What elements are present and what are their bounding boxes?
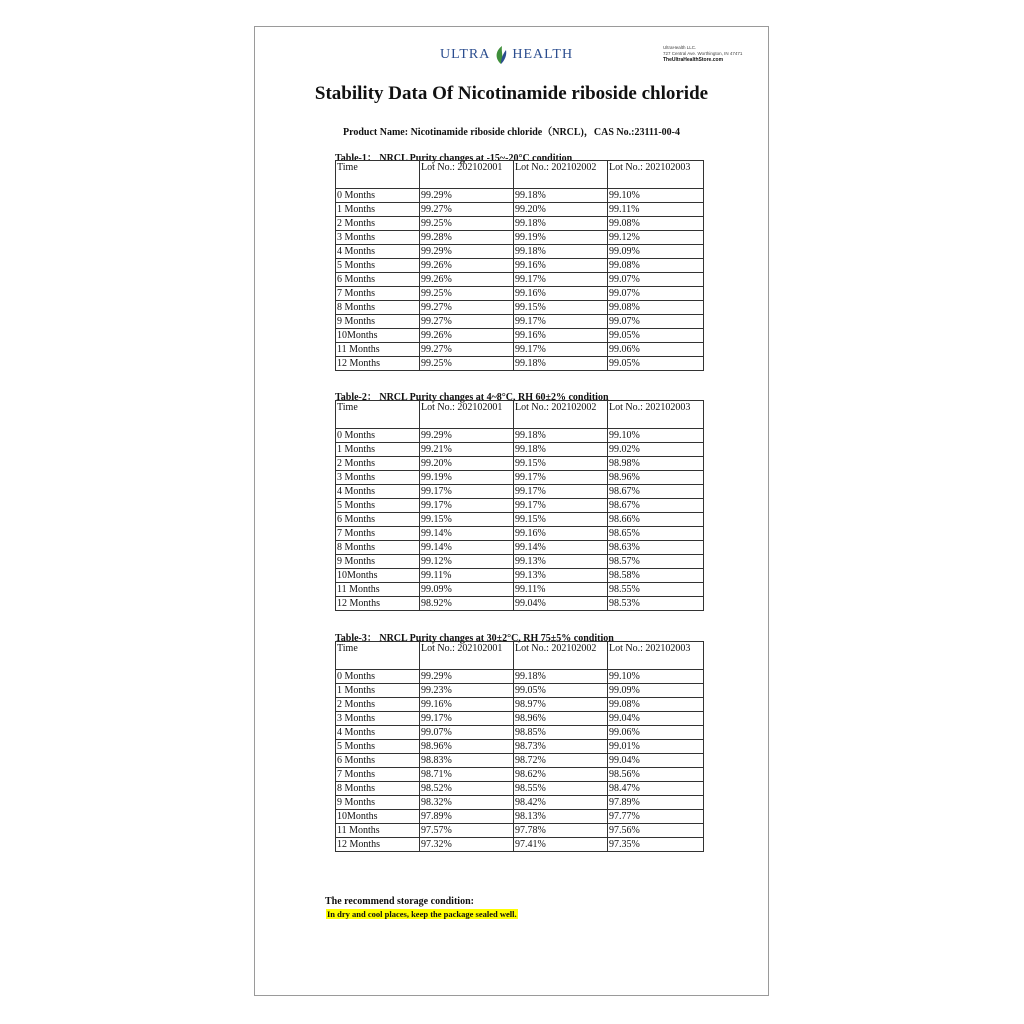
table-row xyxy=(336,485,704,499)
purity-cell: 99.15% xyxy=(420,513,514,527)
purity-cell: 98.53% xyxy=(608,597,704,611)
product-name-line: Product Name: Nicotinamide riboside chloride（NRCL)，CAS No.:23111-00-4 xyxy=(342,127,681,138)
time-cell: 10Months xyxy=(336,569,420,583)
table-row xyxy=(336,245,704,259)
table-row xyxy=(336,513,704,527)
purity-cell: 99.01% xyxy=(608,740,704,754)
table-row xyxy=(336,499,704,513)
time-cell: 2 Months xyxy=(336,698,420,712)
header-cell-lot: Lot No.: 202102003 xyxy=(608,642,704,670)
table-row xyxy=(336,782,704,796)
logo-text-ultra: ULTRA xyxy=(440,47,491,62)
table-row xyxy=(336,231,704,245)
purity-cell: 98.97% xyxy=(514,698,608,712)
logo-text-health: HEALTH xyxy=(512,47,574,62)
table-header-row xyxy=(336,401,704,429)
purity-cell: 99.11% xyxy=(608,203,704,217)
purity-cell: 99.25% xyxy=(420,357,514,371)
time-cell: 9 Months xyxy=(336,315,420,329)
purity-cell: 98.47% xyxy=(608,782,704,796)
purity-cell: 98.57% xyxy=(608,555,704,569)
purity-cell: 99.17% xyxy=(514,315,608,329)
purity-cell: 98.55% xyxy=(514,782,608,796)
time-cell: 9 Months xyxy=(336,555,420,569)
time-cell: 6 Months xyxy=(336,513,420,527)
purity-cell: 99.26% xyxy=(420,329,514,343)
brand-logo xyxy=(440,43,573,67)
time-cell: 7 Months xyxy=(336,287,420,301)
purity-cell: 99.18% xyxy=(514,189,608,203)
purity-cell: 98.58% xyxy=(608,569,704,583)
purity-cell: 98.83% xyxy=(420,754,514,768)
table-row xyxy=(336,259,704,273)
purity-cell: 99.18% xyxy=(514,217,608,231)
table-row xyxy=(336,754,704,768)
time-cell: 4 Months xyxy=(336,485,420,499)
header-cell-lot: Lot No.: 202102002 xyxy=(514,401,608,429)
table-row xyxy=(336,203,704,217)
table-row xyxy=(336,329,704,343)
purity-cell: 99.08% xyxy=(608,217,704,231)
purity-cell: 99.17% xyxy=(514,343,608,357)
time-cell: 5 Months xyxy=(336,499,420,513)
time-cell: 2 Months xyxy=(336,457,420,471)
table-row xyxy=(336,740,704,754)
purity-cell: 99.16% xyxy=(514,287,608,301)
time-cell: 7 Months xyxy=(336,768,420,782)
time-cell: 9 Months xyxy=(336,796,420,810)
purity-cell: 99.07% xyxy=(420,726,514,740)
storage-condition-title: The recommend storage condition: xyxy=(325,896,474,907)
header-cell-lot: Lot No.: 202102002 xyxy=(514,642,608,670)
time-cell: 4 Months xyxy=(336,726,420,740)
purity-cell: 99.21% xyxy=(420,443,514,457)
purity-cell: 99.04% xyxy=(608,712,704,726)
time-cell: 12 Months xyxy=(336,838,420,852)
table-row xyxy=(336,217,704,231)
table-row xyxy=(336,583,704,597)
table-3-caption: Table-3： NRCL Purity changes at 30±2°C, RH 75±5% condition xyxy=(335,633,614,644)
document-title: Stability Data Of Nicotinamide riboside chloride xyxy=(314,83,709,104)
purity-cell: 98.67% xyxy=(608,499,704,513)
leaf-icon xyxy=(493,45,509,65)
purity-cell: 99.04% xyxy=(608,754,704,768)
table-row xyxy=(336,457,704,471)
purity-cell: 97.57% xyxy=(420,824,514,838)
time-cell: 3 Months xyxy=(336,231,420,245)
purity-cell: 99.04% xyxy=(514,597,608,611)
time-cell: 12 Months xyxy=(336,597,420,611)
purity-cell: 99.18% xyxy=(514,429,608,443)
table-row xyxy=(336,429,704,443)
purity-cell: 99.20% xyxy=(514,203,608,217)
purity-cell: 98.52% xyxy=(420,782,514,796)
purity-cell: 98.66% xyxy=(608,513,704,527)
purity-cell: 99.27% xyxy=(420,343,514,357)
table-2 xyxy=(335,400,704,611)
time-cell: 3 Months xyxy=(336,471,420,485)
purity-cell: 98.96% xyxy=(608,471,704,485)
purity-cell: 99.25% xyxy=(420,287,514,301)
purity-cell: 97.35% xyxy=(608,838,704,852)
purity-cell: 99.18% xyxy=(514,670,608,684)
table-row xyxy=(336,824,704,838)
time-cell: 1 Months xyxy=(336,443,420,457)
purity-cell: 99.05% xyxy=(608,357,704,371)
purity-cell: 99.18% xyxy=(514,357,608,371)
purity-cell: 99.17% xyxy=(514,499,608,513)
table-row xyxy=(336,471,704,485)
purity-cell: 99.15% xyxy=(514,301,608,315)
company-address: 727 Central Ave. Worthington, IN 47471 xyxy=(663,51,743,56)
header-cell-time: Time xyxy=(336,642,420,670)
table-row xyxy=(336,810,704,824)
table-1 xyxy=(335,160,704,371)
table-row xyxy=(336,315,704,329)
purity-cell: 99.12% xyxy=(608,231,704,245)
time-cell: 11 Months xyxy=(336,343,420,357)
purity-cell: 99.14% xyxy=(514,541,608,555)
header-cell-time: Time xyxy=(336,401,420,429)
purity-cell: 98.13% xyxy=(514,810,608,824)
time-cell: 8 Months xyxy=(336,782,420,796)
purity-cell: 99.12% xyxy=(420,555,514,569)
purity-cell: 99.08% xyxy=(608,259,704,273)
purity-cell: 99.29% xyxy=(420,245,514,259)
purity-cell: 99.29% xyxy=(420,429,514,443)
purity-cell: 98.55% xyxy=(608,583,704,597)
purity-cell: 99.08% xyxy=(608,301,704,315)
purity-cell: 99.18% xyxy=(514,245,608,259)
table-row xyxy=(336,597,704,611)
purity-cell: 99.06% xyxy=(608,726,704,740)
purity-cell: 99.07% xyxy=(608,287,704,301)
table-3 xyxy=(335,641,704,852)
purity-cell: 99.10% xyxy=(608,429,704,443)
purity-cell: 98.96% xyxy=(514,712,608,726)
purity-cell: 99.13% xyxy=(514,569,608,583)
purity-cell: 97.78% xyxy=(514,824,608,838)
purity-cell: 99.06% xyxy=(608,343,704,357)
time-cell: 1 Months xyxy=(336,684,420,698)
table-2-caption: Table-2： NRCL Purity changes at 4~8°C, RH 60±2% condition xyxy=(335,392,609,403)
purity-cell: 99.09% xyxy=(608,684,704,698)
purity-cell: 99.29% xyxy=(420,670,514,684)
company-website: TheUltraHealthStore.com xyxy=(663,57,724,63)
purity-cell: 99.11% xyxy=(420,569,514,583)
purity-cell: 99.17% xyxy=(420,499,514,513)
time-cell: 0 Months xyxy=(336,429,420,443)
purity-cell: 97.32% xyxy=(420,838,514,852)
table-row xyxy=(336,555,704,569)
table-row xyxy=(336,357,704,371)
purity-cell: 99.07% xyxy=(608,273,704,287)
time-cell: 3 Months xyxy=(336,712,420,726)
time-cell: 11 Months xyxy=(336,583,420,597)
purity-cell: 99.19% xyxy=(514,231,608,245)
purity-cell: 99.08% xyxy=(608,698,704,712)
table-row xyxy=(336,838,704,852)
time-cell: 7 Months xyxy=(336,527,420,541)
table-row xyxy=(336,684,704,698)
purity-cell: 99.16% xyxy=(514,527,608,541)
table-row xyxy=(336,768,704,782)
time-cell: 12 Months xyxy=(336,357,420,371)
purity-cell: 99.13% xyxy=(514,555,608,569)
time-cell: 6 Months xyxy=(336,273,420,287)
purity-cell: 99.19% xyxy=(420,471,514,485)
table-row xyxy=(336,527,704,541)
header-cell-lot: Lot No.: 202102003 xyxy=(608,161,704,189)
table-row xyxy=(336,712,704,726)
purity-cell: 98.42% xyxy=(514,796,608,810)
document-page xyxy=(254,26,769,996)
time-cell: 5 Months xyxy=(336,740,420,754)
purity-cell: 99.27% xyxy=(420,301,514,315)
purity-cell: 99.15% xyxy=(514,513,608,527)
purity-cell: 99.15% xyxy=(514,457,608,471)
table-row xyxy=(336,726,704,740)
purity-cell: 98.63% xyxy=(608,541,704,555)
purity-cell: 99.07% xyxy=(608,315,704,329)
table-row xyxy=(336,287,704,301)
purity-cell: 99.09% xyxy=(420,583,514,597)
purity-cell: 98.32% xyxy=(420,796,514,810)
header-cell-lot: Lot No.: 202102002 xyxy=(514,161,608,189)
purity-cell: 98.65% xyxy=(608,527,704,541)
time-cell: 0 Months xyxy=(336,670,420,684)
time-cell: 1 Months xyxy=(336,203,420,217)
purity-cell: 99.26% xyxy=(420,273,514,287)
purity-cell: 98.67% xyxy=(608,485,704,499)
purity-cell: 98.71% xyxy=(420,768,514,782)
table-row xyxy=(336,443,704,457)
table-row xyxy=(336,796,704,810)
table-row xyxy=(336,541,704,555)
header-cell-lot: Lot No.: 202102001 xyxy=(420,401,514,429)
table-1-caption: Table-1： NRCL Purity changes at -15~-20°C condition xyxy=(335,153,573,164)
purity-cell: 99.27% xyxy=(420,315,514,329)
purity-cell: 99.26% xyxy=(420,259,514,273)
table-row xyxy=(336,301,704,315)
time-cell: 8 Months xyxy=(336,301,420,315)
purity-cell: 98.85% xyxy=(514,726,608,740)
purity-cell: 98.72% xyxy=(514,754,608,768)
purity-cell: 98.62% xyxy=(514,768,608,782)
table-row xyxy=(336,189,704,203)
purity-cell: 99.16% xyxy=(514,329,608,343)
table-row xyxy=(336,343,704,357)
header-cell-lot: Lot No.: 202102001 xyxy=(420,642,514,670)
purity-cell: 99.17% xyxy=(420,712,514,726)
purity-cell: 99.11% xyxy=(514,583,608,597)
table-row xyxy=(336,273,704,287)
time-cell: 11 Months xyxy=(336,824,420,838)
purity-cell: 99.29% xyxy=(420,189,514,203)
purity-cell: 99.16% xyxy=(420,698,514,712)
purity-cell: 99.17% xyxy=(514,471,608,485)
purity-cell: 97.89% xyxy=(608,796,704,810)
purity-cell: 97.56% xyxy=(608,824,704,838)
table-row xyxy=(336,569,704,583)
purity-cell: 99.10% xyxy=(608,189,704,203)
purity-cell: 98.73% xyxy=(514,740,608,754)
time-cell: 10Months xyxy=(336,329,420,343)
purity-cell: 99.27% xyxy=(420,203,514,217)
purity-cell: 99.02% xyxy=(608,443,704,457)
purity-cell: 98.92% xyxy=(420,597,514,611)
storage-condition-note: In dry and cool places, keep the package sealed well. xyxy=(327,909,517,919)
purity-cell: 99.09% xyxy=(608,245,704,259)
purity-cell: 99.17% xyxy=(514,485,608,499)
time-cell: 2 Months xyxy=(336,217,420,231)
time-cell: 0 Months xyxy=(336,189,420,203)
table-row xyxy=(336,698,704,712)
purity-cell: 99.14% xyxy=(420,541,514,555)
purity-cell: 99.14% xyxy=(420,527,514,541)
company-info xyxy=(663,45,742,63)
purity-cell: 99.16% xyxy=(514,259,608,273)
purity-cell: 98.98% xyxy=(608,457,704,471)
time-cell: 4 Months xyxy=(336,245,420,259)
purity-cell: 99.17% xyxy=(420,485,514,499)
time-cell: 10Months xyxy=(336,810,420,824)
purity-cell: 98.96% xyxy=(420,740,514,754)
purity-cell: 99.10% xyxy=(608,670,704,684)
purity-cell: 97.77% xyxy=(608,810,704,824)
purity-cell: 98.56% xyxy=(608,768,704,782)
table-row xyxy=(336,670,704,684)
purity-cell: 97.41% xyxy=(514,838,608,852)
table-header-row xyxy=(336,161,704,189)
purity-cell: 99.17% xyxy=(514,273,608,287)
time-cell: 8 Months xyxy=(336,541,420,555)
header-cell-time: Time xyxy=(336,161,420,189)
purity-cell: 97.89% xyxy=(420,810,514,824)
purity-cell: 99.05% xyxy=(514,684,608,698)
purity-cell: 99.23% xyxy=(420,684,514,698)
purity-cell: 99.28% xyxy=(420,231,514,245)
purity-cell: 99.05% xyxy=(608,329,704,343)
header-cell-lot: Lot No.: 202102001 xyxy=(420,161,514,189)
purity-cell: 99.20% xyxy=(420,457,514,471)
table-header-row xyxy=(336,642,704,670)
purity-cell: 99.18% xyxy=(514,443,608,457)
company-name: UltraHealth LLC. xyxy=(663,45,697,50)
time-cell: 5 Months xyxy=(336,259,420,273)
header-cell-lot: Lot No.: 202102003 xyxy=(608,401,704,429)
time-cell: 6 Months xyxy=(336,754,420,768)
purity-cell: 99.25% xyxy=(420,217,514,231)
